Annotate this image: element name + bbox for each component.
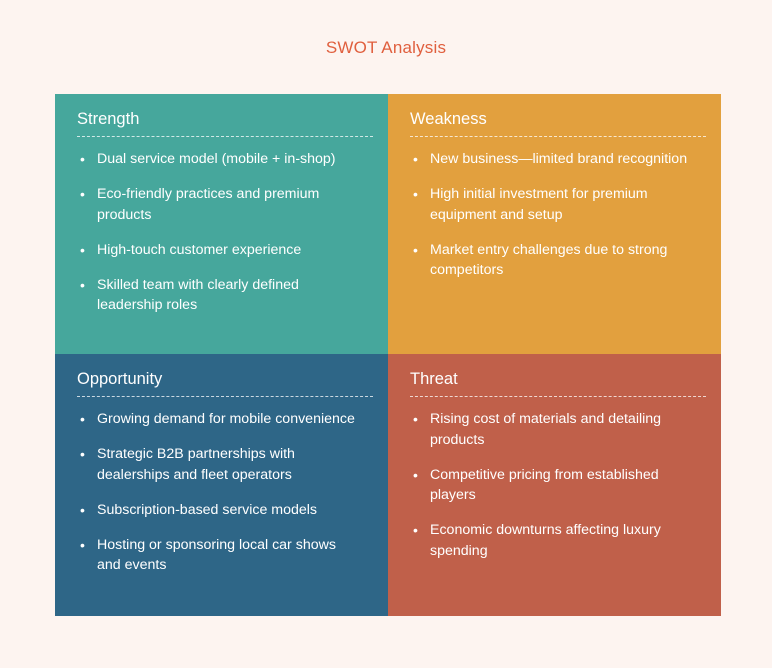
bullet-icon: •: [413, 241, 418, 258]
bullet-icon: •: [413, 411, 418, 427]
list-item-text: Economic downturns affecting luxury spending: [430, 522, 661, 559]
list-item: [410, 465, 690, 506]
bullet-icon: •: [413, 186, 418, 202]
bullet-icon: •: [413, 151, 418, 167]
bullet-icon: •: [80, 411, 85, 427]
list-item-text: High-touch customer experience: [97, 241, 302, 258]
list-item: [410, 409, 690, 450]
bullet-icon: •: [80, 151, 85, 167]
weakness-list: [410, 149, 707, 281]
threat-heading: Threat: [410, 369, 706, 397]
list-item-text: Hosting or sponsoring local car shows and events: [97, 536, 336, 573]
bullet-icon: •: [80, 501, 85, 518]
weakness-heading: Weakness: [410, 109, 706, 137]
bullet-icon: •: [413, 466, 418, 483]
list-item-text: High initial investment for premium equipment and setup: [430, 186, 648, 223]
list-item: [77, 240, 357, 261]
opportunity-quadrant: [55, 354, 388, 616]
list-item-text: Skilled team with clearly defined leadership roles: [97, 276, 299, 313]
opportunity-heading: Opportunity: [77, 369, 373, 397]
list-item-text: New business—limited brand recognition: [430, 151, 688, 167]
strength-heading: Strength: [77, 109, 373, 137]
list-item: [77, 535, 357, 576]
list-item-text: Market entry challenges due to strong competitors: [430, 241, 668, 278]
list-item: [410, 240, 690, 281]
bullet-icon: •: [80, 186, 85, 202]
strength-quadrant: [55, 94, 388, 354]
strength-list: [77, 149, 374, 316]
weakness-quadrant: [388, 94, 721, 354]
list-item-text: Subscription-based service models: [97, 501, 318, 518]
threat-quadrant: [388, 354, 721, 616]
list-item: [410, 184, 690, 225]
bullet-icon: •: [80, 536, 85, 553]
bullet-icon: •: [80, 276, 85, 293]
list-item-text: Strategic B2B partnerships with dealerships and fleet operators: [97, 446, 295, 483]
swot-grid: [55, 94, 721, 616]
list-item-text: Eco-friendly practices and premium products: [97, 186, 320, 223]
list-item-text: Competitive pricing from established players: [430, 466, 659, 503]
bullet-icon: •: [413, 522, 418, 538]
list-item: [410, 520, 690, 561]
diagram-title: SWOT Analysis: [325, 38, 447, 57]
threat-list: [410, 409, 707, 561]
list-item-text: Dual service model (mobile + in-shop): [97, 151, 336, 167]
list-item: [77, 184, 357, 225]
list-item: [77, 275, 357, 316]
list-item: [77, 149, 357, 170]
list-item-text: Rising cost of materials and detailing products: [430, 411, 662, 448]
list-item: [77, 444, 357, 485]
list-item-text: Growing demand for mobile convenience: [97, 411, 355, 427]
list-item: [77, 500, 357, 521]
opportunity-list: [77, 409, 374, 576]
list-item: [77, 409, 357, 430]
list-item: [410, 149, 690, 170]
bullet-icon: •: [80, 446, 85, 462]
bullet-icon: •: [80, 241, 85, 258]
